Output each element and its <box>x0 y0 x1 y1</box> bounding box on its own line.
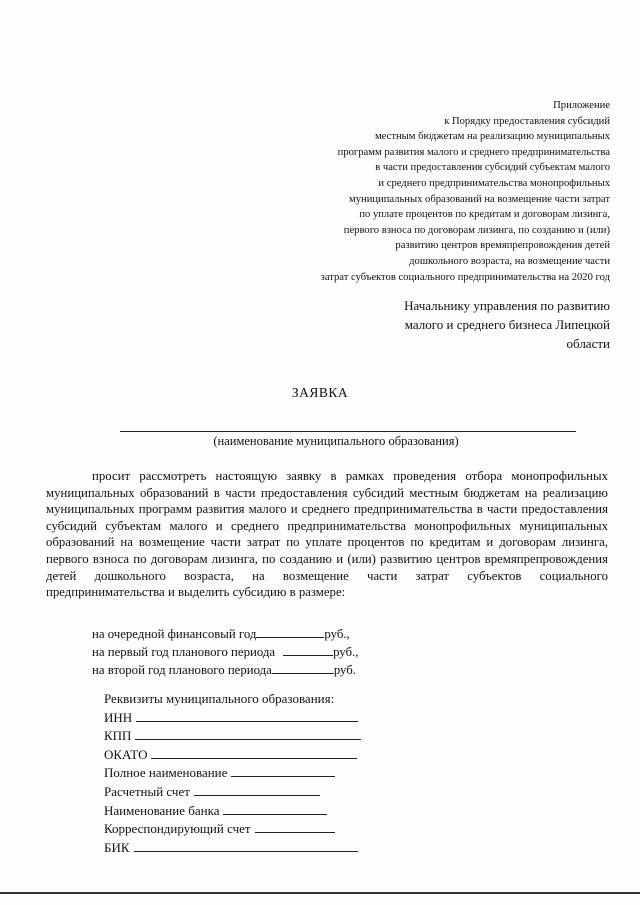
municipality-name-caption: (наименование муниципального образования) <box>213 434 459 448</box>
account-field[interactable] <box>194 783 320 796</box>
appendix-line: первого взноса по договорам лизинга, по созданию и (или) <box>343 224 610 236</box>
appendix-line: Приложение <box>553 100 610 111</box>
amount-unit: руб., <box>333 645 359 659</box>
requisite-label: Наименование банка <box>104 802 220 818</box>
page-bottom-rule <box>0 892 640 894</box>
addressee-line: малого и среднего бизнеса Липецкой <box>404 317 610 332</box>
addressee-block <box>310 296 610 353</box>
requisite-row-account <box>104 783 424 802</box>
okato-field[interactable] <box>151 746 357 759</box>
amount-row-first-plan-year <box>92 643 492 661</box>
document-title: ЗАЯВКА <box>291 385 349 400</box>
amount-field-second-plan-year[interactable] <box>272 662 334 674</box>
requisite-row-inn <box>104 709 424 728</box>
appendix-line: дошкольного возраста, на возмещение части <box>409 255 610 267</box>
bank-name-field[interactable] <box>223 802 327 815</box>
requisite-row-corr-account <box>104 820 424 839</box>
appendix-line: муниципальных образований на возмещение части затрат <box>349 193 610 205</box>
addressee-line: области <box>566 336 610 351</box>
kpp-field[interactable] <box>135 727 361 740</box>
bik-field[interactable] <box>134 839 358 852</box>
requisite-label: БИК <box>104 839 130 855</box>
requisite-row-full-name <box>104 764 424 783</box>
appendix-line: по уплате процентов по кредитам и договорам лизинга, <box>359 209 610 221</box>
inn-field[interactable] <box>136 709 358 722</box>
appendix-line: местным бюджетам на реализацию муниципальных <box>374 131 610 143</box>
appendix-block <box>190 98 610 285</box>
appendix-line: в части предоставления субсидий субъектам малого <box>375 162 610 174</box>
amount-unit: руб., <box>324 627 350 641</box>
requisites-heading: Реквизиты муниципального образования: <box>104 691 335 706</box>
amount-row-second-plan-year <box>92 661 492 679</box>
amount-label: на очередной финансовый год <box>92 627 257 641</box>
appendix-line: программ развития малого и среднего предпринимательства <box>337 146 610 158</box>
appendix-line: к Порядку предоставления субсидий <box>444 115 610 127</box>
amount-field-first-plan-year[interactable] <box>283 644 333 656</box>
requisite-label: КПП <box>104 728 132 744</box>
amount-label: на первый год планового периода <box>92 645 276 659</box>
amount-unit: руб. <box>333 663 356 677</box>
requisite-label: Корреспондирующий счет <box>104 821 251 837</box>
requisite-label: ОКАТО <box>104 746 148 762</box>
appendix-line: затрат субъектов социального предпринимательства на 2020 год <box>320 271 610 283</box>
request-body <box>46 468 608 601</box>
requisite-label: Полное наименование <box>104 765 228 781</box>
addressee-line: Начальнику управления по развитию <box>404 298 610 313</box>
amount-field-current-year[interactable] <box>256 626 324 638</box>
appendix-line: развитию центров времяпрепровождения детей <box>395 240 610 252</box>
requisite-row-bank-name <box>104 802 424 821</box>
requisite-row-kpp <box>104 727 424 746</box>
requisite-label: Расчетный счет <box>104 783 190 799</box>
requisite-row-bik <box>104 839 424 858</box>
request-paragraph: просит рассмотреть настоящую заявку в рамках проведения отбора монопрофильных муниципальных образований в части предоставления субсидий местным бюджетам на реализацию муниципальных программ развития малого и среднего предпринимательства в части предоставления субсидий субъектам малого и среднего предпринимательства монопрофильных муниципальных образований на возмещение части затрат по уплате процентов по кредитам и договорам лизинга, первого взноса по договорам лизинга, по созданию и (или) развитию центров времяпрепровождения детей дошкольного возраста, на возмещение части затрат субъектов социального предпринимательства и выделить субсидию в размере: <box>46 469 608 600</box>
requisite-label: ИНН <box>104 709 133 725</box>
corr-account-field[interactable] <box>255 820 335 833</box>
full-name-field[interactable] <box>231 764 335 777</box>
subsidy-amounts <box>92 625 492 679</box>
municipality-name-field[interactable] <box>120 430 576 432</box>
amount-row-current-year <box>92 625 492 643</box>
appendix-line: и среднего предпринимательства монопрофильных <box>378 177 610 189</box>
requisite-row-okato <box>104 746 424 765</box>
requisites-block <box>104 690 424 857</box>
amount-label: на второй год планового периода <box>92 663 272 677</box>
